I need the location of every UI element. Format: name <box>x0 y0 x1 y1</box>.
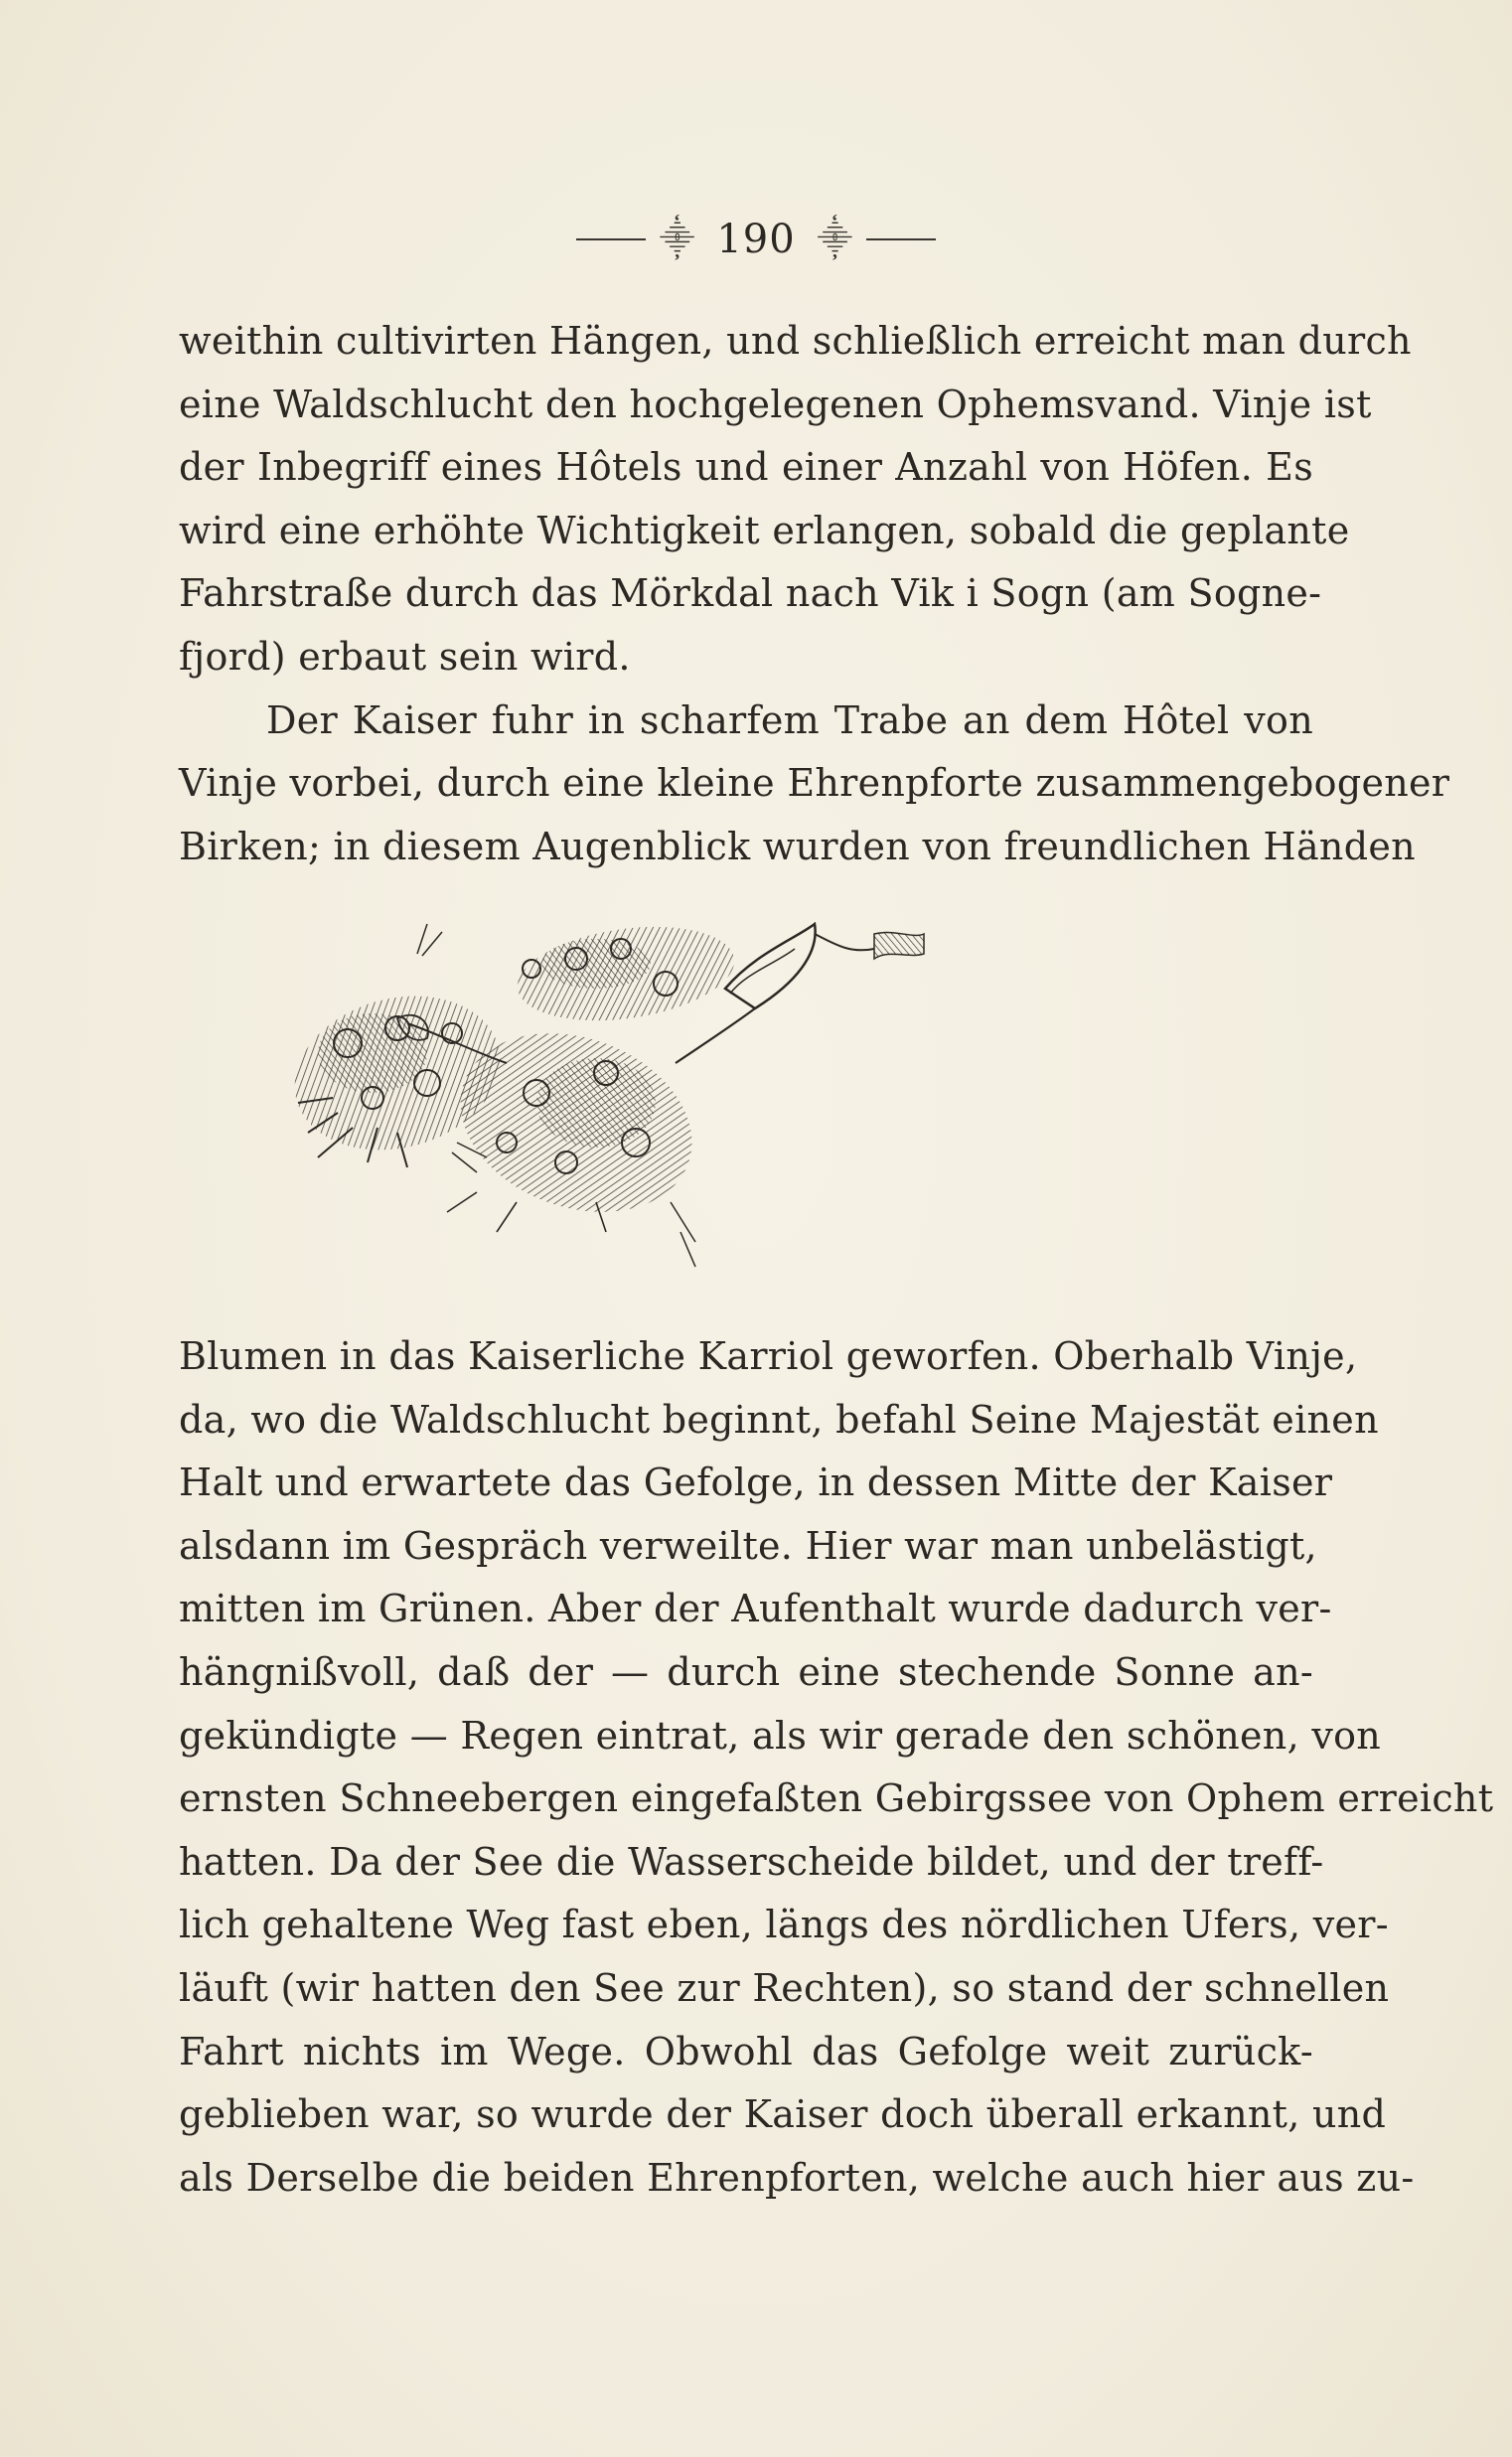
text-line: hatten. Da der See die Wasserscheide bildet, und der treff- <box>179 1839 1324 1884</box>
header-ornament-right-icon: ⸎ <box>817 220 853 259</box>
text-line: gekündigte — Regen eintrat, als wir gerade den schönen, von <box>179 1713 1382 1758</box>
header-rule-left <box>576 238 646 240</box>
text-line: fjord) erbaut sein wird. <box>179 634 631 679</box>
text-line: Fahrt nichts im Wege. Obwohl das Gefolge weit zurück- <box>179 2029 1313 2073</box>
text-line: wird eine erhöhte Wichtigkeit erlangen, sobald die geplante <box>179 508 1350 552</box>
text-line: weithin cultivirten Hängen, und schließlich erreicht man durch <box>179 319 1412 363</box>
flower-bouquets-illustration <box>278 914 1212 1311</box>
text-line: ernsten Schneebergen eingefaßten Gebirgssee von Ophem erreicht <box>179 1776 1494 1821</box>
text-line: eine Waldschlucht den hochgelegenen Ophemsvand. Vinje ist <box>179 382 1372 426</box>
text-line: hängnißvoll, daß der — durch eine stechende Sonne an- <box>179 1649 1313 1694</box>
text-line: Vinje vorbei, durch eine kleine Ehrenpforte zusammengebogener <box>179 761 1450 806</box>
text-line: Halt und erwartete das Gefolge, in dessen Mitte der Kaiser <box>179 1460 1333 1505</box>
text-line: alsdann im Gespräch verweilte. Hier war man unbelästigt, <box>179 1523 1317 1568</box>
text-line: Blumen in das Kaiserliche Karriol geworfen. Oberhalb Vinje, <box>179 1334 1358 1378</box>
header-ornament-left-icon: ⸎ <box>659 220 695 259</box>
text-line: läuft (wir hatten den See zur Rechten), so stand der schnellen <box>179 1965 1390 2010</box>
text-block-top <box>179 310 1450 878</box>
page-number: 190 <box>716 217 796 262</box>
text-block-bottom <box>179 1325 1494 2210</box>
text-line: Birken; in diesem Augenblick wurden von freundlichen Händen <box>179 824 1416 868</box>
page-header <box>0 217 1512 262</box>
text-line: geblieben war, so wurde der Kaiser doch überall erkannt, und <box>179 2092 1387 2137</box>
text-line: lich gehaltene Weg fast eben, längs des nördlichen Ufers, ver- <box>179 1903 1389 1947</box>
text-line: als Derselbe die beiden Ehrenpforten, welche auch hier aus zu- <box>179 2155 1415 2200</box>
text-line: mitten im Grünen. Aber der Aufenthalt wurde dadurch ver- <box>179 1587 1332 1631</box>
text-line: der Inbegriff eines Hôtels und einer Anzahl von Höfen. Es <box>179 445 1313 490</box>
text-line: Der Kaiser fuhr in scharfem Trabe an dem Hôtel von <box>266 697 1313 742</box>
right-bouquet-top <box>512 914 924 1033</box>
text-line: Fahrstraße durch das Mörkdal nach Vik i Sogn (am Sogne- <box>179 571 1322 616</box>
header-rule-right <box>866 238 936 240</box>
text-line: da, wo die Waldschlucht beginnt, befahl Seine Majestät einen <box>179 1397 1379 1442</box>
